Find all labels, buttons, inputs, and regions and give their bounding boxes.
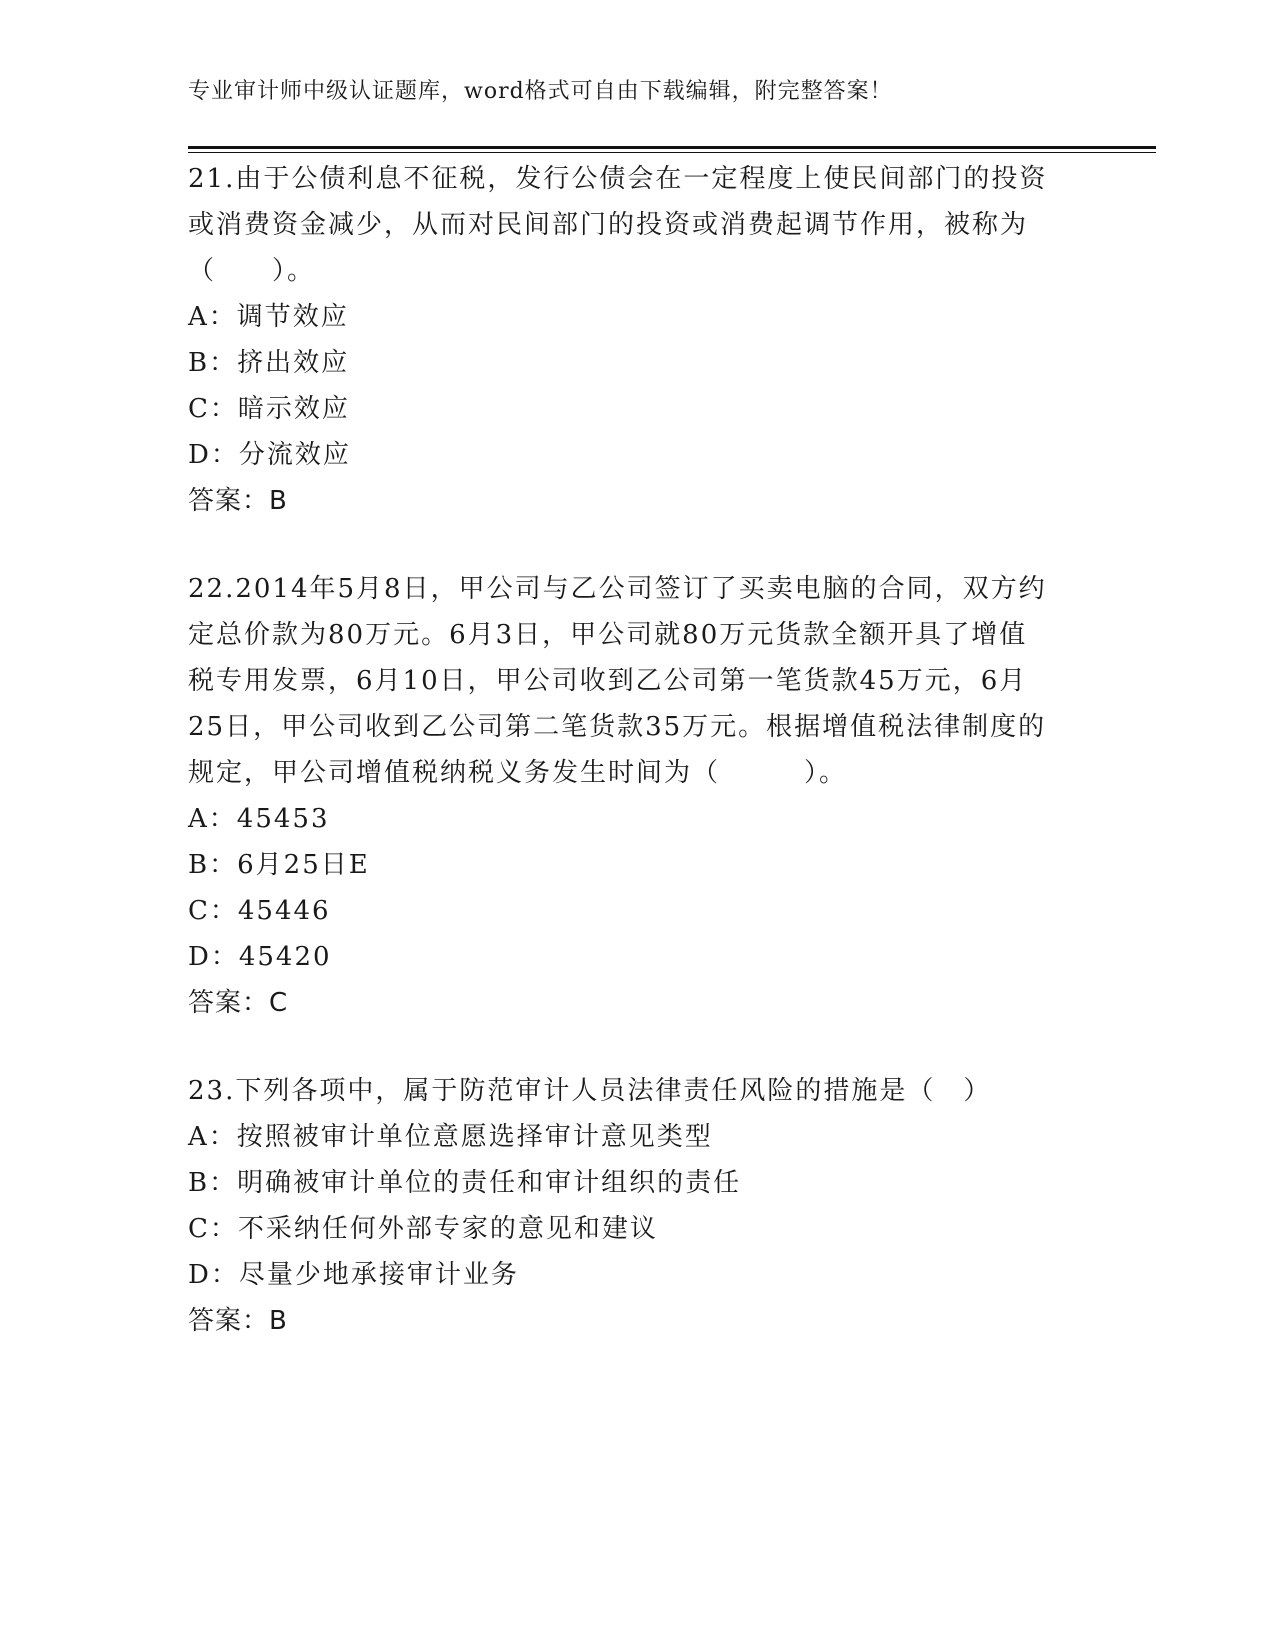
answer-label: 答案：C: [188, 988, 289, 1018]
answer-label: 答案：B: [188, 486, 288, 516]
option-c: C：暗示效应: [188, 394, 350, 424]
header-rule-thin: [188, 152, 1156, 153]
question-stem-line: 定总价款为80万元。6月3日，甲公司就80万元货款全额开具了增值: [188, 620, 1028, 650]
option-b: B：挤出效应: [188, 348, 350, 378]
option-b: B：6月25日E: [188, 850, 370, 880]
question-23: [188, 1068, 1088, 1344]
option-c: C：45446: [188, 896, 331, 926]
question-stem-line: 或消费资金减少，从而对民间部门的投资或消费起调节作用，被称为: [188, 210, 1029, 240]
option-a: A：调节效应: [188, 302, 349, 332]
question-stem-line: 税专用发票，6月10日，甲公司收到乙公司第一笔货款45万元，6月: [188, 666, 1028, 696]
question-stem-line: 22.2014年5月8日，甲公司与乙公司签订了买卖电脑的合同，双方约: [188, 574, 1047, 604]
question-21: [188, 156, 1088, 524]
question-stem-line: 规定，甲公司增值税纳税义务发生时间为（ ）。: [188, 758, 848, 788]
question-stem-line: 23.下列各项中，属于防范审计人员法律责任风险的措施是（ ）: [188, 1076, 992, 1106]
option-a: A：按照被审计单位意愿选择审计意见类型: [188, 1122, 713, 1152]
option-d: D：45420: [188, 942, 332, 972]
answer-label: 答案：B: [188, 1306, 288, 1336]
option-a: A：45453: [188, 804, 330, 834]
question-22: [188, 566, 1088, 1026]
option-d: D：分流效应: [188, 440, 351, 470]
option-d: D：尽量少地承接审计业务: [188, 1260, 519, 1290]
question-stem-line: （ ）。: [188, 256, 316, 286]
header-rule-thick: [188, 146, 1156, 149]
question-stem-line: 21.由于公债利息不征税，发行公债会在一定程度上使民间部门的投资: [188, 164, 1048, 194]
page-header: 专业审计师中级认证题库，word格式可自由下载编辑，附完整答案！: [188, 79, 893, 104]
question-stem-line: 25日，甲公司收到乙公司第二笔货款35万元。根据增值税法律制度的: [188, 712, 1047, 742]
option-b: B：明确被审计单位的责任和审计组织的责任: [188, 1168, 742, 1198]
option-c: C：不采纳任何外部专家的意见和建议: [188, 1214, 658, 1244]
